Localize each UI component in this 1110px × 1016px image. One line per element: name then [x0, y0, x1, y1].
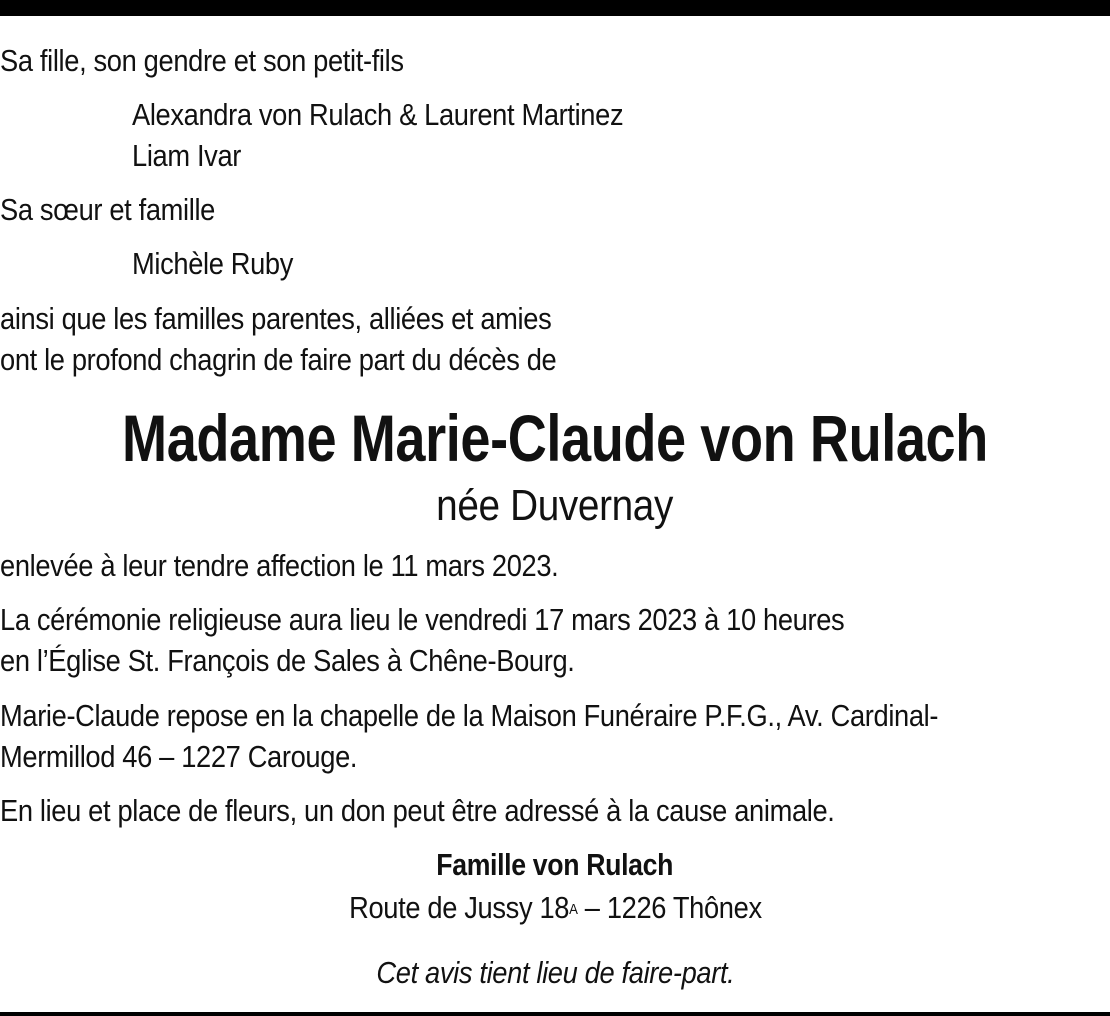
- signature-row: [0, 845, 1110, 885]
- maiden-name-row: [0, 482, 1110, 530]
- announcement-line-2: ont le profond chagrin de faire part du décès de: [0, 342, 557, 377]
- address-row: [0, 888, 1110, 928]
- deceased-name: Madame Marie-Claude von Rulach: [122, 401, 988, 475]
- intro-children: Sa fille, son gendre et son petit-fils: [0, 43, 404, 78]
- closing-note: Cet avis tient lieu de faire-part.: [375, 955, 734, 990]
- intro-sister: Sa sœur et famille: [0, 192, 215, 227]
- top-border-rule: [0, 0, 1110, 16]
- family-signature: Famille von Rulach: [436, 847, 674, 882]
- address-postcode-city: – 1226 Thônex: [577, 890, 762, 925]
- ceremony-line-1: La cérémonie religieuse aura lieu le vendredi 17 mars 2023 à 10 heures: [0, 602, 845, 637]
- address-street: Route de Jussy 18: [348, 890, 569, 925]
- date-of-death: enlevée à leur tendre affection le 11 mars 2023.: [0, 548, 559, 583]
- ceremony-line-2: en l’Église St. François de Sales à Chêne-Bourg.: [0, 643, 575, 678]
- repose-line-2: Mermillod 46 – 1227 Carouge.: [0, 739, 358, 774]
- announcement-line-1: ainsi que les familles parentes, alliées et amies: [0, 301, 552, 336]
- closing-row: [0, 953, 1110, 993]
- sister-name: Michèle Ruby: [132, 246, 294, 281]
- family-names-line-2: Liam Ivar: [132, 138, 242, 173]
- maiden-name: née Duvernay: [436, 481, 674, 530]
- flowers-note: En lieu et place de fleurs, un don peut être adressé à la cause animale.: [0, 793, 835, 828]
- repose-line-1: Marie-Claude repose en la chapelle de la Maison Funéraire P.F.G., Av. Cardinal-: [0, 698, 939, 733]
- address-suffix: A: [568, 901, 578, 918]
- family-address: [349, 888, 762, 928]
- bottom-border-rule: [0, 1012, 1110, 1016]
- family-names-line-1: Alexandra von Rulach & Laurent Martinez: [132, 97, 624, 132]
- deceased-name-row: [0, 400, 1110, 476]
